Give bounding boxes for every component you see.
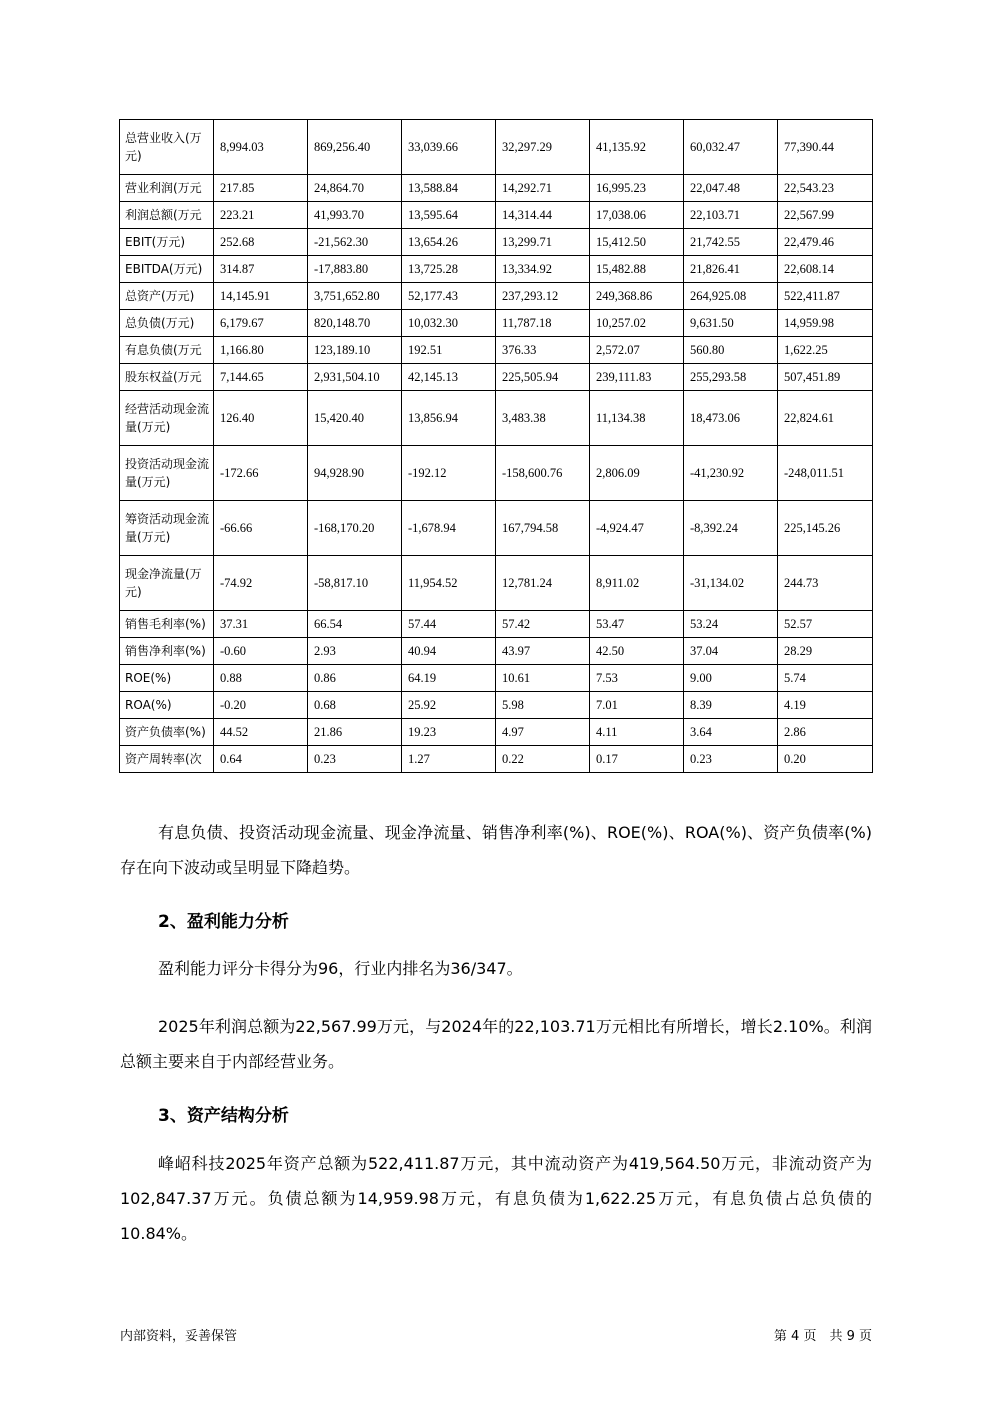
table-cell: 64.19 (402, 665, 496, 692)
row-label: 总营业收入(万元) (120, 120, 214, 175)
row-label: 投资活动现金流量(万元) (120, 446, 214, 501)
table-cell: 13,725.28 (402, 256, 496, 283)
row-label: 资产周转率(次 (120, 746, 214, 773)
table-cell: -0.60 (214, 638, 308, 665)
table-cell: 2,931,504.10 (308, 364, 402, 391)
table-cell: -21,562.30 (308, 229, 402, 256)
table-cell: 223.21 (214, 202, 308, 229)
section-heading-profitability: 2、盈利能力分析 (158, 912, 289, 932)
table-cell: -17,883.80 (308, 256, 402, 283)
table-cell: 14,292.71 (496, 175, 590, 202)
table-cell: 123,189.10 (308, 337, 402, 364)
table-cell: 57.44 (402, 611, 496, 638)
table-cell: 239,111.83 (590, 364, 684, 391)
table-cell: 0.86 (308, 665, 402, 692)
table-cell: -8,392.24 (684, 501, 778, 556)
table-cell: 0.68 (308, 692, 402, 719)
financial-table (119, 119, 873, 773)
table-cell: 0.20 (778, 746, 873, 773)
table-cell: 11,954.52 (402, 556, 496, 611)
table-cell: -192.12 (402, 446, 496, 501)
table-cell: 2.86 (778, 719, 873, 746)
table-cell: 4.11 (590, 719, 684, 746)
table-cell: 13,856.94 (402, 391, 496, 446)
table-cell: 0.88 (214, 665, 308, 692)
table-cell: 19.23 (402, 719, 496, 746)
table-cell: 22,047.48 (684, 175, 778, 202)
table-cell: 42,145.13 (402, 364, 496, 391)
table-cell: 25.92 (402, 692, 496, 719)
table-row (120, 120, 873, 175)
table-cell: 10,257.02 (590, 310, 684, 337)
row-label: 销售净利率(%) (120, 638, 214, 665)
table-cell: 0.23 (308, 746, 402, 773)
table-row (120, 337, 873, 364)
table-cell: 9,631.50 (684, 310, 778, 337)
table-row (120, 202, 873, 229)
table-cell: 264,925.08 (684, 283, 778, 310)
table-cell: 7.53 (590, 665, 684, 692)
table-cell: 13,334.92 (496, 256, 590, 283)
row-label: 经营活动现金流量(万元) (120, 391, 214, 446)
table-cell: 0.17 (590, 746, 684, 773)
table-cell: 13,588.84 (402, 175, 496, 202)
row-label: EBITDA(万元) (120, 256, 214, 283)
table-row (120, 638, 873, 665)
table-row (120, 611, 873, 638)
table-cell: 1,166.80 (214, 337, 308, 364)
table-cell: 22,543.23 (778, 175, 873, 202)
table-cell: 22,608.14 (778, 256, 873, 283)
table-cell: 22,824.61 (778, 391, 873, 446)
table-cell: 8,994.03 (214, 120, 308, 175)
table-row (120, 556, 873, 611)
table-cell: 3,751,652.80 (308, 283, 402, 310)
table-row (120, 364, 873, 391)
table-cell: 5.98 (496, 692, 590, 719)
table-row (120, 746, 873, 773)
table-cell: 40.94 (402, 638, 496, 665)
table-cell: 22,567.99 (778, 202, 873, 229)
table-cell: 22,103.71 (684, 202, 778, 229)
table-row (120, 391, 873, 446)
table-cell: 314.87 (214, 256, 308, 283)
table-cell: 28.29 (778, 638, 873, 665)
table-cell: 44.52 (214, 719, 308, 746)
footer-confidential-note: 内部资料，妥善保管 (120, 1329, 238, 1344)
table-cell: 14,314.44 (496, 202, 590, 229)
table-row (120, 310, 873, 337)
table-row (120, 665, 873, 692)
table-cell: 0.23 (684, 746, 778, 773)
table-cell: 1.27 (402, 746, 496, 773)
table-cell: 192.51 (402, 337, 496, 364)
table-cell: 52.57 (778, 611, 873, 638)
table-cell: -172.66 (214, 446, 308, 501)
table-cell: 60,032.47 (684, 120, 778, 175)
table-cell: -74.92 (214, 556, 308, 611)
table-cell: 11,787.18 (496, 310, 590, 337)
table-cell: 2.93 (308, 638, 402, 665)
table-cell: 252.68 (214, 229, 308, 256)
table-cell: 21,742.55 (684, 229, 778, 256)
table-cell: 11,134.38 (590, 391, 684, 446)
table-cell: 255,293.58 (684, 364, 778, 391)
table-cell: 24,864.70 (308, 175, 402, 202)
table-cell: 21.86 (308, 719, 402, 746)
table-cell: 6,179.67 (214, 310, 308, 337)
table-cell: 3,483.38 (496, 391, 590, 446)
row-label: 总负债(万元) (120, 310, 214, 337)
table-cell: 15,420.40 (308, 391, 402, 446)
table-cell: -168,170.20 (308, 501, 402, 556)
table-cell: -0.20 (214, 692, 308, 719)
table-cell: -1,678.94 (402, 501, 496, 556)
row-label: ROA(%) (120, 692, 214, 719)
table-cell: 820,148.70 (308, 310, 402, 337)
table-cell: -4,924.47 (590, 501, 684, 556)
row-label: 现金净流量(万元) (120, 556, 214, 611)
profitability-score-paragraph: 盈利能力评分卡得分为96，行业内排名为36/347。 (158, 959, 523, 978)
table-cell: 22,479.46 (778, 229, 873, 256)
table-cell: 4.19 (778, 692, 873, 719)
section-heading-asset-structure: 3、资产结构分析 (158, 1106, 289, 1126)
table-row (120, 175, 873, 202)
row-label: 资产负债率(%) (120, 719, 214, 746)
table-cell: 3.64 (684, 719, 778, 746)
table-cell: 9.00 (684, 665, 778, 692)
table-cell: 869,256.40 (308, 120, 402, 175)
table-cell: 57.42 (496, 611, 590, 638)
table-cell: 8,911.02 (590, 556, 684, 611)
table-cell: 53.24 (684, 611, 778, 638)
table-cell: 126.40 (214, 391, 308, 446)
table-row (120, 692, 873, 719)
table-cell: 13,595.64 (402, 202, 496, 229)
row-label: 有息负债(万元 (120, 337, 214, 364)
table-cell: 5.74 (778, 665, 873, 692)
table-cell: 77,390.44 (778, 120, 873, 175)
row-label: EBIT(万元) (120, 229, 214, 256)
table-cell: 376.33 (496, 337, 590, 364)
table-cell: 237,293.12 (496, 283, 590, 310)
table-cell: -58,817.10 (308, 556, 402, 611)
table-cell: 16,995.23 (590, 175, 684, 202)
table-cell: 8.39 (684, 692, 778, 719)
table-cell: 10,032.30 (402, 310, 496, 337)
table-cell: 94,928.90 (308, 446, 402, 501)
table-cell: 13,299.71 (496, 229, 590, 256)
table-cell: 53.47 (590, 611, 684, 638)
table-cell: 14,959.98 (778, 310, 873, 337)
table-cell: 0.64 (214, 746, 308, 773)
row-label: 总资产(万元) (120, 283, 214, 310)
table-cell: 167,794.58 (496, 501, 590, 556)
row-label: 筹资活动现金流量(万元) (120, 501, 214, 556)
row-label: 销售毛利率(%) (120, 611, 214, 638)
table-cell: -31,134.02 (684, 556, 778, 611)
table-row (120, 446, 873, 501)
table-cell: 522,411.87 (778, 283, 873, 310)
table-cell: 4.97 (496, 719, 590, 746)
table-cell: -41,230.92 (684, 446, 778, 501)
table-cell: -158,600.76 (496, 446, 590, 501)
table-cell: 13,654.26 (402, 229, 496, 256)
table-cell: 33,039.66 (402, 120, 496, 175)
table-cell: 249,368.86 (590, 283, 684, 310)
table-cell: 41,135.92 (590, 120, 684, 175)
table-cell: 32,297.29 (496, 120, 590, 175)
footer-page-number: 第 4 页 共 9 页 (773, 1329, 872, 1344)
summary-paragraph: 有息负债、投资活动现金流量、现金净流量、销售净利率(%)、ROE(%)、ROA(%)、资产负债率(%)存在向下波动或呈明显下降趋势。 (120, 823, 872, 877)
table-cell: 217.85 (214, 175, 308, 202)
table-cell: 37.04 (684, 638, 778, 665)
table-cell: 43.97 (496, 638, 590, 665)
table-cell: 1,622.25 (778, 337, 873, 364)
table-cell: 0.22 (496, 746, 590, 773)
table-cell: 244.73 (778, 556, 873, 611)
table-row (120, 256, 873, 283)
table-cell: 225,145.26 (778, 501, 873, 556)
table-cell: 10.61 (496, 665, 590, 692)
table-cell: 52,177.43 (402, 283, 496, 310)
row-label: ROE(%) (120, 665, 214, 692)
table-cell: 37.31 (214, 611, 308, 638)
table-cell: -248,011.51 (778, 446, 873, 501)
table-cell: 66.54 (308, 611, 402, 638)
table-cell: 7,144.65 (214, 364, 308, 391)
row-label: 营业利润(万元 (120, 175, 214, 202)
table-row (120, 719, 873, 746)
table-row (120, 229, 873, 256)
table-row (120, 283, 873, 310)
table-cell: 507,451.89 (778, 364, 873, 391)
table-cell: 225,505.94 (496, 364, 590, 391)
table-cell: -66.66 (214, 501, 308, 556)
table-cell: 12,781.24 (496, 556, 590, 611)
table-cell: 42.50 (590, 638, 684, 665)
table-cell: 18,473.06 (684, 391, 778, 446)
table-cell: 41,993.70 (308, 202, 402, 229)
profit-total-paragraph: 2025年利润总额为22,567.99万元，与2024年的22,103.71万元相比有所增长，增长2.10%。利润总额主要来自于内部经营业务。 (120, 1017, 872, 1071)
table-cell: 7.01 (590, 692, 684, 719)
table-cell: 14,145.91 (214, 283, 308, 310)
table-cell: 2,572.07 (590, 337, 684, 364)
table-cell: 15,482.88 (590, 256, 684, 283)
financial-table-body (120, 120, 873, 773)
row-label: 利润总额(万元 (120, 202, 214, 229)
table-cell: 15,412.50 (590, 229, 684, 256)
table-cell: 560.80 (684, 337, 778, 364)
table-row (120, 501, 873, 556)
row-label: 股东权益(万元 (120, 364, 214, 391)
asset-structure-paragraph: 峰岹科技2025年资产总额为522,411.87万元，其中流动资产为419,564.50万元，非流动资产为102,847.37万元。负债总额为14,959.98万元，有息负债为1,622.25万元，有息负债占总负债的10.84%。 (120, 1154, 872, 1243)
table-cell: 21,826.41 (684, 256, 778, 283)
table-cell: 2,806.09 (590, 446, 684, 501)
table-cell: 17,038.06 (590, 202, 684, 229)
